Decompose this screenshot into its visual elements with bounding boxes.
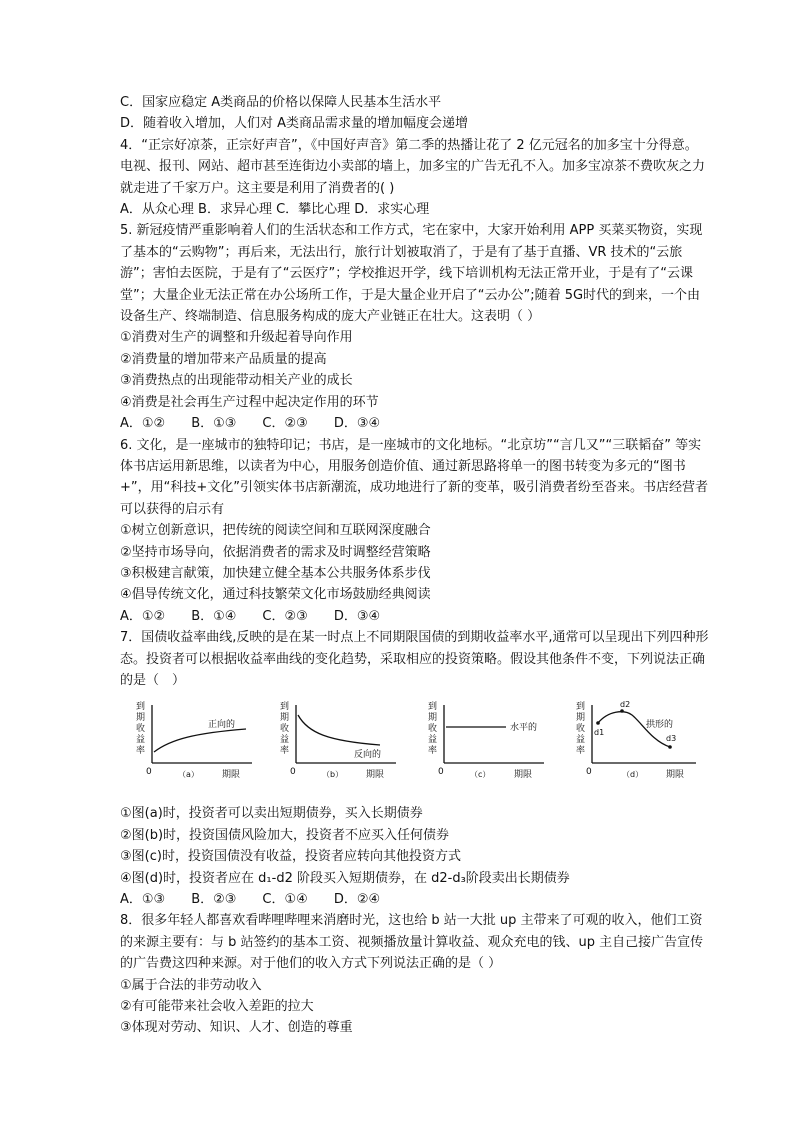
chart-c-caption: （c） [470,770,491,780]
q7-stem: 7．国债收益率曲线,反映的是在某一时点上不同期限国债的到期收益率水平,通常可以呈现出下列四种形态。投资者可以根据收益率曲线的变化趋势，采取相应的投资策略。假设其他条件不变，下列说法正确的是（ ） [120,630,709,688]
chart-b-ylabel-1: 到 [280,702,290,713]
chart-d-ylabel-1: 到 [576,702,586,713]
chart-a-origin: 0 [146,767,152,778]
chart-b [270,697,400,795]
chart-a-xlabel: 期限 [222,770,241,781]
chart-b-ylabel-5: 率 [280,746,290,757]
q8-stem: 8．很多年轻人都喜欢看哔哩哔哩来消磨时光，这也给 b 站一大批 up 主带来了可观的收入，他们工资的来源主要有：与 b 站签约的基本工资、视频播放量计算收益、观众充电的钱、up 主自己接广告宣传的广告费这四种来源。对于他们的收入方式下列说法正确的是（ ） [120,913,704,972]
q5-item-3: ③消费热点的出现能带动相关产业的成长 [120,373,353,389]
chart-d-curve-label: 拱形的 [646,720,674,731]
chart-c-ylabel-4: 益 [428,735,438,746]
exam-page [120,92,710,1039]
chart-b-ylabel-4: 益 [280,735,290,746]
chart-c [418,697,548,795]
chart-d-label-d2: d2 [620,700,631,710]
chart-b-origin: 0 [290,767,296,778]
q7-item-4: ④图(d)时，投资者应在 d₁-d2 阶段买入短期债券，在 d2-d₃阶段卖出长期债券 [120,870,570,886]
chart-a-ylabel-2: 期 [136,713,146,724]
chart-a-ylabel-1: 到 [136,702,146,713]
chart-d-point-d1 [596,722,600,726]
chart-d-point-d2 [620,710,624,714]
chart-d-ylabel-2: 期 [576,713,586,724]
q3-option-c: C．国家应稳定 A类商品的价格以保障人民基本生活水平 [120,95,442,110]
q6-options: A．①② B．①④ C．②③ D．③④ [120,608,381,624]
chart-a-ylabel-4: 益 [136,735,146,746]
chart-d-label-d1: d1 [594,728,605,738]
chart-d [566,697,706,795]
chart-a-curve [154,729,246,752]
q7-item-3: ③图(c)时，投资国债没有收益，投资者应转向其他投资方式 [120,849,461,865]
chart-a-curve-label: 正向的 [208,720,236,731]
chart-a-ylabel-5: 率 [136,746,146,757]
chart-b-caption: （b） [322,770,344,780]
chart-d-caption: （d） [622,770,644,780]
q4-stem: 4．“正宗好凉茶，正宗好声音”，《中国好声音》第二季的热播让花了 2 亿元冠名的加多宝十分得意。电视、报刊、网站、超市甚至连街边小卖部的墙上，加多宝的广告无孔不入。加多宝凉茶不费吹灰之力就走进了千家万户。这主要是利用了消费者的( ) [120,137,706,196]
q6-item-4: ④倡导传统文化，通过科技繁荣文化市场鼓励经典阅读 [120,587,431,603]
yield-curve-figures [120,697,710,795]
chart-a-ylabel-3: 收 [136,724,146,735]
q6-item-1: ①树立创新意识，把传统的阅读空间和互联网深度融合 [120,523,431,539]
q6-item-3: ③积极建言献策，加快建立健全基本公共服务体系步伐 [120,565,431,581]
chart-b-ylabel-2: 期 [280,713,290,724]
chart-d-xlabel: 期限 [666,770,685,781]
q5-item-2: ②消费量的增加带来产品质量的提高 [120,351,327,367]
q3-option-d: D．随着收入增加，人们对 A类商品需求量的增加幅度会递增 [120,116,469,132]
q8-item-2: ②有可能带来社会收入差距的拉大 [120,999,314,1015]
chart-b-ylabel-3: 收 [280,724,290,735]
chart-d-point-d3 [668,746,672,750]
q4-options: A．从众心理 B．求异心理 C．攀比心理 D．求实心理 [120,202,430,218]
chart-d-ylabel-5: 率 [576,746,586,757]
q5-item-1: ①消费对生产的调整和升级起着导向作用 [120,330,353,346]
chart-c-ylabel-5: 率 [428,746,438,757]
q5-item-4: ④消费是社会再生产过程中起决定作用的环节 [120,394,379,410]
chart-b-curve [298,715,380,745]
chart-d-origin: 0 [586,767,592,778]
q7-options: A．①③ B．②③ C．①④ D．②④ [120,892,381,907]
q5-options: A．①② B．①③ C．②③ D．③④ [120,416,381,432]
chart-c-origin: 0 [438,767,444,778]
chart-d-ylabel-3: 收 [576,724,586,735]
chart-d-ylabel-4: 益 [576,735,586,746]
chart-c-curve-label: 水平的 [510,723,538,734]
chart-c-ylabel-1: 到 [428,702,438,713]
chart-c-xlabel: 期限 [514,770,533,781]
chart-c-ylabel-2: 期 [428,713,438,724]
chart-b-curve-label: 反向的 [354,750,382,761]
q8-item-1: ①属于合法的非劳动收入 [120,977,262,993]
chart-a [126,697,256,795]
q5-stem: 5. 新冠疫情严重影响着人们的生活状态和工作方式，宅在家中，大家开始利用 APP 买菜买物资，实现了基本的“云购物”；再后来，无法出行，旅行计划被取消了，于是有了基于直播、VR 技术的“云旅游”；害怕去医院，于是有了“云医疗”；学校推迟开学，线下培训机构无法正常开业，于是有了“云课堂”；大量企业无法正常在办公场所工作，于是大量企业开启了“云办公”;随着 5G时代的到来，一个由设备生产、终端制造、信息服务构成的庞大产业链正在壮大。这表明（ ） [120,223,703,325]
q6-item-2: ②坚持市场导向，依据消费者的需求及时调整经营策略 [120,544,431,560]
q8-item-3: ③体现对劳动、知识、人才、创造的尊重 [120,1020,353,1036]
chart-a-caption: （a） [178,770,199,780]
q7-item-2: ②图(b)时，投资国债风险加大，投资者不应买入任何债券 [120,827,450,843]
chart-c-ylabel-3: 收 [428,724,438,735]
chart-d-label-d3: d3 [666,734,677,744]
q7-item-1: ①图(a)时，投资者可以卖出短期债券，买入长期债券 [120,806,423,822]
chart-b-xlabel: 期限 [366,770,385,781]
q6-stem: 6. 文化，是一座城市的独特印记；书店，是一座城市的文化地标。“北京坊”“言几又”“三联韬奋” 等实体书店运用新思维，以读者为中心，用服务创造价值、通过新思路将单一的图书转变为多元的“图书+”，用“科技+文化”引领实体书店新潮流，成功地进行了新的变革，吸引消费者纷至沓来。书店经营者可以获得的启示有 [120,437,708,517]
